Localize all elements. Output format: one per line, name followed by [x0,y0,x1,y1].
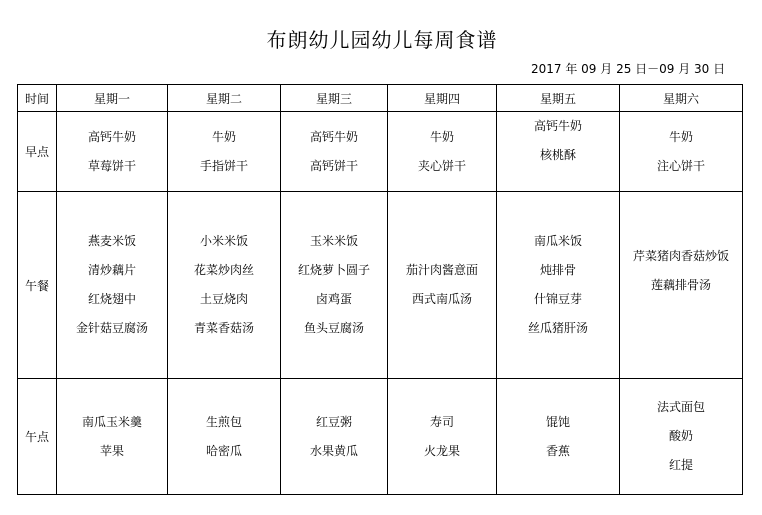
menu-cell [620,112,743,192]
menu-item: 青菜香菇汤 [193,321,254,335]
menu-item: 卤鸡蛋 [315,292,352,306]
menu-cell [497,112,620,192]
menu-cell [168,192,281,379]
menu-cell [281,192,388,379]
menu-item: 南瓜米饭 [533,234,582,248]
menu-item: 茄汁肉酱意面 [405,263,478,277]
header-day: 星期六 [620,85,743,112]
menu-item: 小米米饭 [199,234,248,248]
header-day: 星期四 [388,85,497,112]
menu-item: 馄饨 [545,414,570,429]
menu-item: 红烧翅中 [87,292,136,306]
menu-item: 花菜炒肉丝 [193,263,254,277]
menu-item: 草莓饼干 [87,158,136,173]
menu-item: 牛奶 [429,129,454,144]
menu-item: 生煎包 [205,414,242,429]
menu-item: 酸奶 [668,429,693,443]
menu-item: 牛奶 [668,129,693,144]
table-row [18,112,743,192]
menu-cell [497,379,620,495]
menu-item: 核桃酥 [539,148,576,162]
menu-item: 燕麦米饭 [87,234,136,248]
menu-item: 什锦豆芽 [533,292,582,306]
row-label: 午点 [18,379,57,495]
header-row [18,85,743,112]
menu-item: 高钙饼干 [309,158,358,173]
menu-item: 法式面包 [656,400,705,414]
menu-item: 夹心饼干 [417,158,466,173]
menu-cell [388,192,497,379]
menu-item: 水果黄瓜 [309,443,358,458]
menu-item: 红豆粥 [315,414,352,429]
header-corner: 时间 [18,85,57,112]
menu-item: 火龙果 [423,443,460,458]
menu-item: 南瓜玉米羹 [81,414,142,429]
menu-cell [620,379,743,495]
menu-cell [57,192,168,379]
menu-item: 丝瓜猪肝汤 [527,321,588,335]
menu-cell [57,379,168,495]
menu-item: 注心饼干 [656,158,705,173]
row-label: 早点 [18,112,57,192]
menu-item: 高钙牛奶 [309,129,358,144]
menu-item: 金针菇豆腐汤 [75,321,148,335]
menu-item: 手指饼干 [199,158,248,173]
menu-item: 莲藕排骨汤 [650,278,711,292]
header-day: 星期二 [168,85,281,112]
menu-item: 高钙牛奶 [87,129,136,144]
menu-item: 苹果 [99,443,124,458]
menu-cell [388,112,497,192]
menu-item: 香蕉 [545,443,570,458]
menu-item: 红提 [668,458,693,472]
menu-cell [281,379,388,495]
menu-cell [497,192,620,379]
menu-item: 牛奶 [211,129,236,144]
menu-cell [388,379,497,495]
menu-cell [168,112,281,192]
menu-item: 西式南瓜汤 [411,292,472,306]
menu-item: 哈密瓜 [205,443,242,458]
menu-cell [620,192,743,379]
header-day: 星期一 [57,85,168,112]
menu-cell [57,112,168,192]
header-day: 星期五 [497,85,620,112]
menu-cell [168,379,281,495]
weekly-menu-table [17,84,743,495]
menu-item: 芹菜猪肉香菇炒饭 [632,249,729,263]
menu-item: 炖排骨 [539,263,576,277]
menu-item: 鱼头豆腐汤 [303,321,364,335]
menu-cell [281,112,388,192]
row-label: 午餐 [18,192,57,379]
page-title: 布朗幼儿园幼儿每周食谱 [266,28,498,52]
menu-item: 红烧萝卜圆子 [297,263,370,277]
date-range: 2017 年 09 月 25 日－09 月 30 日 [531,62,726,76]
header-day: 星期三 [281,85,388,112]
table-row [18,379,743,495]
menu-item: 高钙牛奶 [533,119,582,133]
table-row [18,192,743,379]
menu-item: 玉米米饭 [309,234,358,248]
menu-item: 寿司 [429,414,454,429]
menu-item: 土豆烧肉 [199,292,248,306]
menu-item: 清炒藕片 [87,263,136,277]
